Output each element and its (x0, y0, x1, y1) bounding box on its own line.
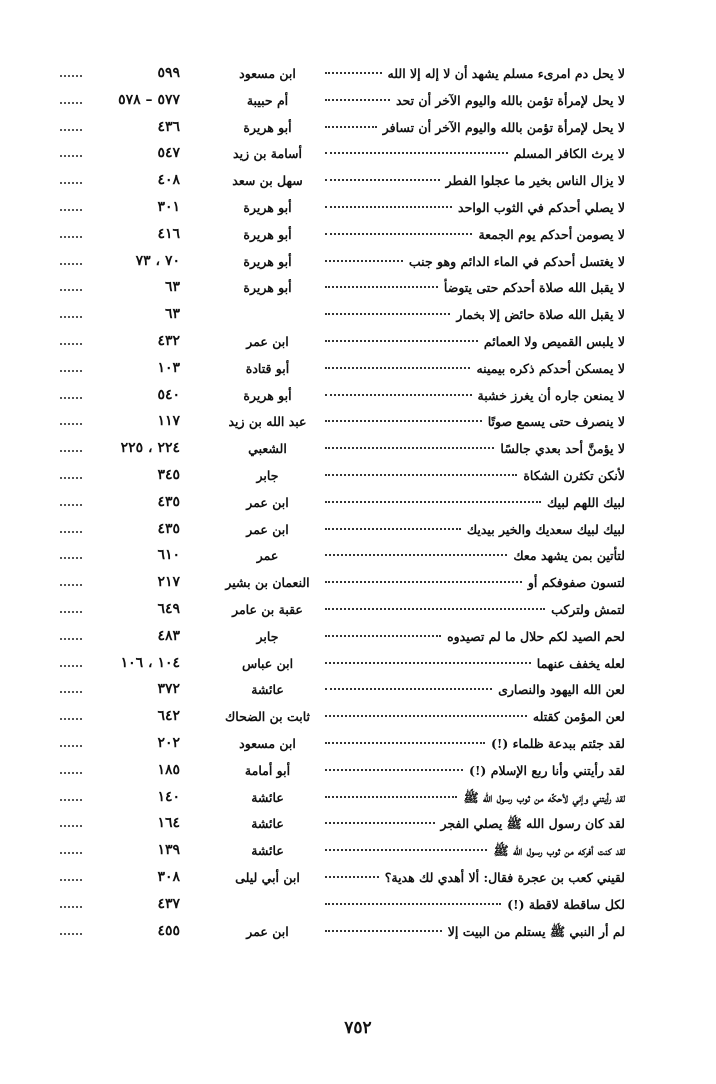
page-leader-dots (60, 182, 82, 184)
page-leader-dots (60, 772, 82, 774)
narrator-name: أبو أمامة (244, 762, 291, 778)
narrator-name: أبو هريرة (243, 199, 292, 215)
leader-dots (325, 688, 492, 690)
leader-dots (325, 126, 377, 128)
narrator-name: أبو هريرة (243, 280, 292, 296)
page-reference: ١٨٥ (157, 761, 180, 778)
hadith-text: لقيني كعب بن عجرة فقال: ألا أهدي لك هدية؟ (384, 869, 625, 885)
leader-dots (325, 930, 442, 932)
narrator-name: ابن مسعود (239, 735, 296, 751)
page-leader-dots (60, 799, 82, 801)
narrator-name: أبو هريرة (243, 253, 292, 269)
hadith-text: لا يغتسل أحدكم في الماء الدائم وهو جنب (408, 253, 625, 269)
page-leader-dots (60, 343, 82, 345)
index-entry (60, 384, 625, 411)
leader-dots (325, 179, 440, 181)
index-entry (60, 330, 625, 357)
leader-dots (325, 715, 527, 717)
page-reference: ٤٣٦ (157, 118, 180, 135)
page-leader-dots (60, 557, 82, 559)
narrator-name: عبد الله بن زيد (228, 414, 307, 430)
page-reference: ٤٣٥ (157, 493, 180, 510)
page-reference: ٦٤٢ (157, 708, 180, 725)
index-entry (60, 518, 625, 545)
leader-dots (325, 528, 461, 530)
page-leader-dots (60, 531, 82, 533)
narrator-name: أم حبيبة (246, 92, 289, 108)
narrator-name: أبو هريرة (243, 226, 292, 242)
page-leader-dots (60, 289, 82, 291)
page-reference: ٤٠٨ (157, 172, 180, 189)
hadith-text: لتأتين بمن يشهد معك (513, 548, 625, 564)
page-leader-dots (60, 423, 82, 425)
leader-dots (325, 447, 494, 449)
hadith-text: لأنكن تكثرن الشكاة (523, 467, 625, 483)
index-entry (60, 732, 625, 759)
page-reference: ٤٣٥ (157, 520, 180, 537)
page-reference: ٣٠١ (157, 198, 180, 215)
leader-dots (325, 554, 507, 556)
leader-dots (325, 206, 452, 208)
leader-dots (325, 72, 382, 74)
leader-dots (325, 99, 390, 101)
page-leader-dots (60, 102, 82, 104)
narrator-name: ابن عمر (246, 923, 289, 939)
page-leader-dots (60, 263, 82, 265)
index-entry (60, 839, 625, 866)
index-entry (60, 678, 625, 705)
page-reference: ٢٠٢ (157, 734, 180, 751)
narrator-name: جابر (256, 467, 279, 483)
narrator-name: ابن عباس (241, 655, 294, 671)
index-entry (60, 116, 625, 143)
leader-dots (325, 152, 508, 154)
page-reference: ٤٣٢ (157, 332, 180, 349)
leader-dots (325, 420, 482, 422)
leader-dots (325, 662, 531, 664)
hadith-text: لعن المؤمن كقتله (532, 709, 625, 725)
hadith-text: لحم الصيد لكم حلال ما لم تصيدوه (447, 628, 625, 644)
page-reference: ٤٥٥ (157, 922, 180, 939)
hadith-text: لا يزال الناس بخير ما عجلوا الفطر (445, 173, 625, 189)
index-entry (60, 866, 625, 893)
hadith-text: لا يلبس القميص ولا العمائم (483, 333, 625, 349)
hadith-text: لا يرث الكافر المسلم (513, 146, 625, 162)
hadith-text: لا يمنعن جاره أن يغرز خشبة (477, 387, 625, 403)
page-leader-dots (60, 852, 82, 854)
page-reference: ٦٤٩ (157, 600, 180, 617)
page-reference: ٢٢٤ ، ٢٢٥ (120, 440, 180, 457)
index-entry (60, 410, 625, 437)
hadith-text: لقد رأيتني وأنا ربع الإسلام (!) (469, 762, 625, 778)
narrator-name: ابن مسعود (239, 66, 296, 81)
page-reference: ١٤٠ (157, 788, 180, 805)
hadith-text: لبيك اللهم لبيك (547, 494, 625, 510)
hadith-text: لا يقبل الله صلاة حائض إلا بخمار (456, 307, 625, 323)
page-leader-dots (60, 933, 82, 935)
narrator-name: الشعبي (248, 441, 287, 457)
page-leader-dots (60, 450, 82, 452)
index-entry (60, 357, 625, 384)
index-entry (60, 598, 625, 625)
leader-dots (325, 876, 379, 878)
narrator-name: أبو هريرة (243, 387, 292, 403)
index-entry (60, 223, 625, 250)
narrator-name: عائشة (251, 789, 284, 805)
page-leader-dots (60, 236, 82, 238)
hadith-text: لتسون صفوفكم أو (527, 575, 625, 591)
hadith-text: لعله يخفف عنهما (536, 655, 625, 671)
page-reference: ٦٣ (164, 306, 180, 323)
page-reference: ٣٠٨ (157, 868, 180, 885)
page-leader-dots (60, 397, 82, 399)
page-reference: ٥٤٠ (157, 386, 180, 403)
leader-dots (325, 769, 463, 771)
hadith-text: لتمش ولتركب (551, 601, 625, 617)
index-entry (60, 812, 625, 839)
page-leader-dots (60, 209, 82, 211)
index-entry (60, 142, 625, 169)
index-entry (60, 250, 625, 277)
page-reference: ٤٨٣ (157, 627, 180, 644)
leader-dots (325, 822, 435, 824)
hadith-text: لا يصلي أحدكم في الثوب الواحد (458, 199, 625, 215)
page-reference: ٥٤٧ (157, 145, 180, 162)
narrator-name: عائشة (251, 843, 284, 859)
page-reference: ٤٣٧ (157, 895, 180, 912)
leader-dots (325, 903, 501, 905)
index-entry (60, 491, 625, 518)
hadith-text: لا يؤمنَّ أحد بعدي جالسًا (500, 441, 625, 457)
hadith-text: لا يصومن أحدكم يوم الجمعة (478, 226, 625, 242)
narrator-name: عائشة (251, 816, 284, 832)
hadith-text: لعن الله اليهود والنصارى (498, 682, 625, 698)
page-reference: ١٠٤ ، ١٠٦ (120, 654, 180, 671)
page-leader-dots (60, 879, 82, 881)
page-leader-dots (60, 584, 82, 586)
index-entry (60, 625, 625, 652)
index-entry (60, 571, 625, 598)
index-entry (60, 437, 625, 464)
leader-dots (325, 367, 470, 369)
narrator-name: أبو قتادة (245, 360, 290, 376)
leader-dots (325, 313, 450, 315)
hadith-text: لا يحل دم امرىء مسلم يشهد أن لا إله إلا الله (387, 66, 625, 81)
page-leader-dots (60, 665, 82, 667)
leader-dots (325, 581, 522, 583)
leader-dots (325, 501, 541, 503)
index-entry (60, 705, 625, 732)
index-entry (60, 276, 625, 303)
narrator-name: عقبة بن عامر (232, 601, 303, 617)
leader-dots (325, 286, 438, 288)
page-reference: ١٦٤ (157, 815, 180, 832)
page-reference: ٦١٠ (157, 547, 180, 564)
index-entry (60, 89, 625, 116)
page-leader-dots (60, 316, 82, 318)
hadith-text: لقد كنت أفركه من ثوب رسول الله ﷺ (493, 843, 625, 859)
page-leader-dots (60, 504, 82, 506)
leader-dots (325, 635, 441, 637)
hadith-text: لا يقبل الله صلاة أحدكم حتى يتوضأ (443, 280, 625, 296)
page-number: ٧٥٢ (344, 1018, 372, 1038)
hadith-text: لكل ساقطة لاقطة (!) (507, 896, 625, 912)
narrator-name: ثابت بن الضحاك (224, 709, 311, 725)
page-leader-dots (60, 129, 82, 131)
leader-dots (325, 394, 472, 396)
page-leader-dots (60, 691, 82, 693)
hadith-text: لبيك لبيك سعديك والخير بيديك (466, 521, 625, 537)
hadith-text: لا يحل لإمرأة تؤمن بالله واليوم الآخر أن تحد (395, 92, 625, 108)
hadith-text: لا يمسكن أحدكم ذكره بيمينه (476, 360, 625, 376)
page-leader-dots (60, 718, 82, 720)
index-entry (60, 62, 625, 89)
narrator-name: النعمان بن بشير (225, 575, 310, 591)
leader-dots (325, 796, 457, 798)
hadith-text: لقد جئتم ببدعة ظلماء (!) (491, 735, 625, 751)
page-leader-dots (60, 611, 82, 613)
narrator-name: ابن عمر (246, 521, 289, 537)
page-reference: ٦٣ (164, 279, 180, 296)
page-leader-dots (60, 155, 82, 157)
index-entry (60, 920, 625, 947)
page-reference: ١٠٣ (157, 359, 180, 376)
narrator-name: عائشة (251, 682, 284, 698)
page-leader-dots (60, 745, 82, 747)
leader-dots (325, 340, 478, 342)
index-entry (60, 303, 625, 330)
narrator-name: أسامة بن زيد (233, 146, 302, 162)
index-entry (60, 544, 625, 571)
narrator-name: سهل بن سعد (232, 173, 303, 189)
index-entry (60, 893, 625, 920)
hadith-text: لا ينصرف حتى يسمع صوتًا (487, 414, 625, 430)
page-leader-dots (60, 638, 82, 640)
index-entry (60, 786, 625, 813)
leader-dots (325, 260, 403, 262)
index-entry (60, 169, 625, 196)
narrator-name: ابن عمر (246, 494, 289, 510)
index-entry (60, 759, 625, 786)
page-reference: ٥٧٧ – ٥٧٨ (118, 91, 180, 108)
page-reference: ٤١٦ (157, 225, 180, 242)
page-leader-dots (60, 825, 82, 827)
page-reference: ٣٤٥ (157, 466, 180, 483)
leader-dots (325, 233, 472, 235)
hadith-text: لقد رأيتني وإني لأحكّه من ثوب رسول الله ﷺ (463, 789, 625, 805)
narrator-name: عمر (256, 548, 279, 564)
page-reference: ٢١٧ (157, 574, 180, 591)
index-entry (60, 652, 625, 679)
page-leader-dots (60, 75, 82, 77)
leader-dots (325, 742, 485, 744)
leader-dots (325, 474, 517, 476)
page-reference: ٥٩٩ (157, 65, 180, 81)
hadith-text: لم أر النبي ﷺ يستلم من البيت إلا (447, 923, 625, 939)
hadith-index-list (60, 62, 625, 946)
hadith-text: لقد كان رسول الله ﷺ يصلي الفجر (440, 816, 625, 832)
hadith-text: لا يحل لإمرأة تؤمن بالله واليوم الآخر أن تسافر (382, 119, 625, 135)
index-entry (60, 464, 625, 491)
narrator-name: أبو هريرة (243, 119, 292, 135)
narrator-name: ابن أبي ليلى (235, 869, 300, 885)
leader-dots (325, 608, 545, 610)
page-reference: ١٣٩ (157, 842, 180, 859)
page-leader-dots (60, 906, 82, 908)
narrator-name: جابر (256, 628, 279, 644)
index-entry (60, 196, 625, 223)
page-reference: ١١٧ (157, 413, 180, 430)
leader-dots (325, 849, 487, 851)
page-leader-dots (60, 477, 82, 479)
page-reference: ٧٠ ، ٧٣ (135, 252, 180, 269)
page-reference: ٣٧٢ (157, 681, 180, 698)
page-leader-dots (60, 370, 82, 372)
narrator-name: ابن عمر (246, 333, 289, 349)
